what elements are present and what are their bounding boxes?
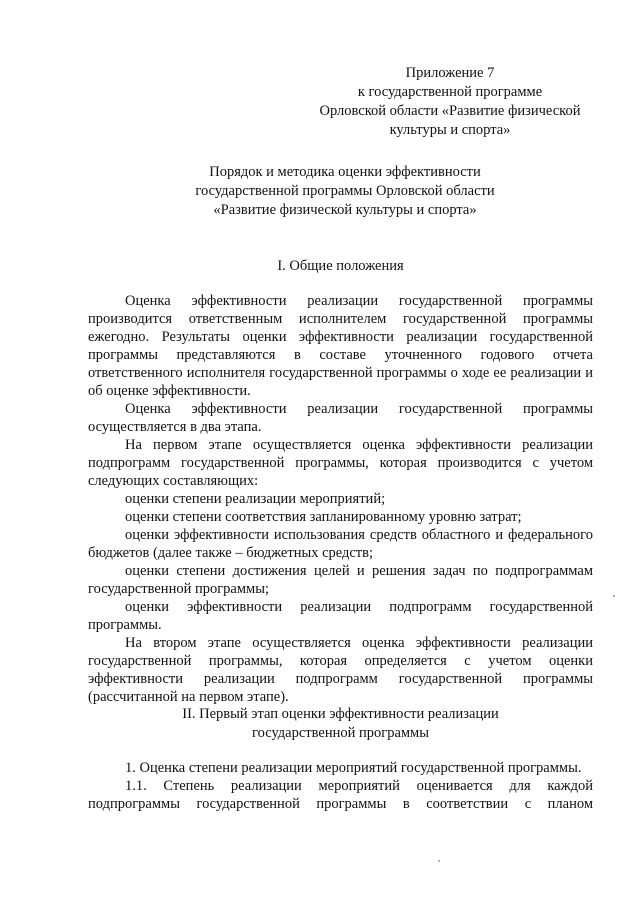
list-item: оценки эффективности реализации подпрограмм государственной программы. xyxy=(88,599,593,633)
document-title xyxy=(110,163,580,220)
annex-header xyxy=(300,64,600,140)
title-line-3: «Развитие физической культуры и спорта» xyxy=(213,202,477,218)
paragraph: Оценка эффективности реализации государственной программы осуществляется в два этапа. xyxy=(88,401,593,435)
list-item: оценки степени реализации мероприятий; xyxy=(125,491,386,507)
annex-line-4: культуры и спорта» xyxy=(389,122,511,138)
section-1-heading xyxy=(88,257,593,276)
section-1-heading-text: I. Общие положения xyxy=(277,258,404,274)
section-2-heading-line-1: II. Первый этап оценки эффективности реализации xyxy=(182,706,499,722)
section-2-heading xyxy=(88,705,593,743)
scan-speck xyxy=(438,860,440,862)
paragraph: 1. Оценка степени реализации мероприятий государственной программы. xyxy=(125,760,582,776)
list-item: оценки степени соответствия запланированному уровню затрат; xyxy=(125,509,522,525)
paragraph: 1.1. Степень реализации мероприятий оценивается для каждой подпрограммы государственной программы в соответствии с планом xyxy=(88,778,593,812)
paragraph: На первом этапе осуществляется оценка эффективности реализации подпрограмм государственной программы, которая производится с учетом следующих составляющих: xyxy=(88,437,593,489)
paragraph: На втором этапе осуществляется оценка эффективности реализации государственной программы, которая определяется с учетом оценки эффективности реализации подпрограмм государственной программы (рассчитанной на первом этапе). xyxy=(88,635,593,705)
section-1-body xyxy=(88,292,593,706)
title-line-1: Порядок и методика оценки эффективности xyxy=(209,164,481,180)
scan-speck xyxy=(613,595,615,597)
list-item: оценки эффективности использования средств областного и федерального бюджетов (далее также – бюджетных средств; xyxy=(88,527,593,561)
paragraph: Оценка эффективности реализации государственной программы производится ответственным исполнителем государственной программы ежегодно. Результаты оценки эффективности реализации государственной программы представляются в составе уточненного годового отчета ответственного исполнителя государственной программы о ходе ее реализации и об оценке эффективности. xyxy=(88,293,593,399)
section-2-body xyxy=(88,759,593,813)
annex-line-2: к государственной программе xyxy=(357,84,543,100)
list-item: оценки степени достижения целей и решения задач по подпрограммам государственной программы; xyxy=(88,563,593,597)
title-line-2: государственной программы Орловской области xyxy=(195,183,495,199)
annex-line-3: Орловской области «Развитие физической xyxy=(319,103,581,119)
annex-number: Приложение 7 xyxy=(405,65,495,81)
section-2-heading-line-2: государственной программы xyxy=(252,725,429,741)
